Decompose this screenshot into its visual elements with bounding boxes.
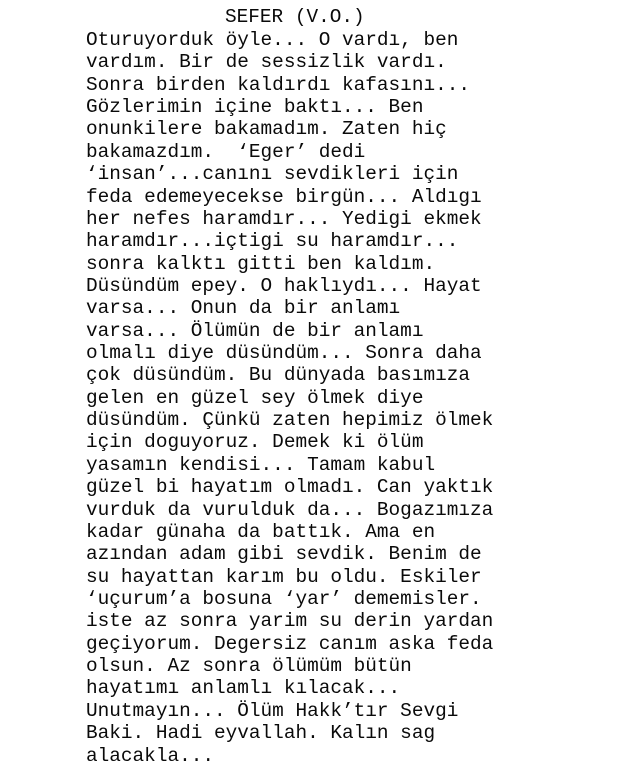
dialogue-line: yasamın kendisi... Tamam kabul bbox=[86, 453, 436, 476]
dialogue-line: vurduk da vurulduk da... Bogazımıza bbox=[86, 498, 494, 521]
dialogue-line: Sonra birden kaldırdı kafasını... bbox=[86, 73, 470, 96]
dialogue-line: varsa... Onun da bir anlamı bbox=[86, 297, 401, 320]
dialogue-line: Düsündüm epey. O haklıydı... Hayat bbox=[86, 274, 482, 297]
dialogue-line: feda edemeyecekse birgün... Aldıgı bbox=[86, 185, 482, 208]
dialogue-line: her nefes haramdır... Yedigi ekmek bbox=[86, 207, 482, 230]
dialogue-line: için doguyoruz. Demek ki ölüm bbox=[86, 431, 424, 454]
dialogue-line: alacakla... bbox=[86, 744, 214, 767]
dialogue-line: Gözlerimin içine baktı... Ben bbox=[86, 96, 424, 119]
dialogue-line: güzel bi hayatım olmadı. Can yaktık bbox=[86, 476, 494, 499]
dialogue-line: ‘uçurum’a bosuna ‘yar’ dememisler. bbox=[86, 587, 482, 610]
dialogue-line: varsa... Ölümün de bir anlamı bbox=[86, 319, 424, 342]
dialogue-line: iste az sonra yarim su derin yardan bbox=[86, 610, 494, 633]
dialogue-line: Baki. Hadi eyvallah. Kalın sag bbox=[86, 722, 436, 745]
dialogue-line: Unutmayın... Ölüm Hakk’tır Sevgi bbox=[86, 699, 459, 722]
dialogue-line: vardım. Bir de sessizlik vardı. bbox=[86, 51, 447, 74]
dialogue-block bbox=[86, 29, 626, 767]
dialogue-line: haramdır...içtigi su haramdır... bbox=[86, 230, 459, 253]
dialogue-line: geçiyorum. Degersiz canım aska feda bbox=[86, 632, 494, 655]
dialogue-line: su hayattan karım bu oldu. Eskiler bbox=[86, 565, 482, 588]
dialogue-line: bakamazdım. ‘Eger’ dedi bbox=[86, 140, 366, 163]
dialogue-line: düsündüm. Çünkü zaten hepimiz ölmek bbox=[86, 409, 494, 432]
dialogue-line: onunkilere bakamadım. Zaten hiç bbox=[86, 118, 447, 141]
dialogue-line: olsun. Az sonra ölümüm bütün bbox=[86, 655, 412, 678]
dialogue-line: Oturuyorduk öyle... O vardı, ben bbox=[86, 29, 459, 51]
dialogue-line: azından adam gibi sevdik. Benim de bbox=[86, 543, 482, 566]
dialogue-line: gelen en güzel sey ölmek diye bbox=[86, 386, 424, 409]
dialogue-line: ‘insan’...canını sevdikleri için bbox=[86, 163, 459, 186]
dialogue-line: sonra kalktı gitti ben kaldım. bbox=[86, 252, 436, 275]
dialogue-line: hayatımı anlamlı kılacak... bbox=[86, 677, 401, 700]
character-cue: SEFER (V.O.) bbox=[225, 6, 365, 28]
dialogue-line: olmalı diye düsündüm... Sonra daha bbox=[86, 342, 482, 365]
dialogue-line: kadar günaha da battık. Ama en bbox=[86, 520, 436, 543]
dialogue-line: çok düsündüm. Bu dünyada basımıza bbox=[86, 364, 470, 387]
